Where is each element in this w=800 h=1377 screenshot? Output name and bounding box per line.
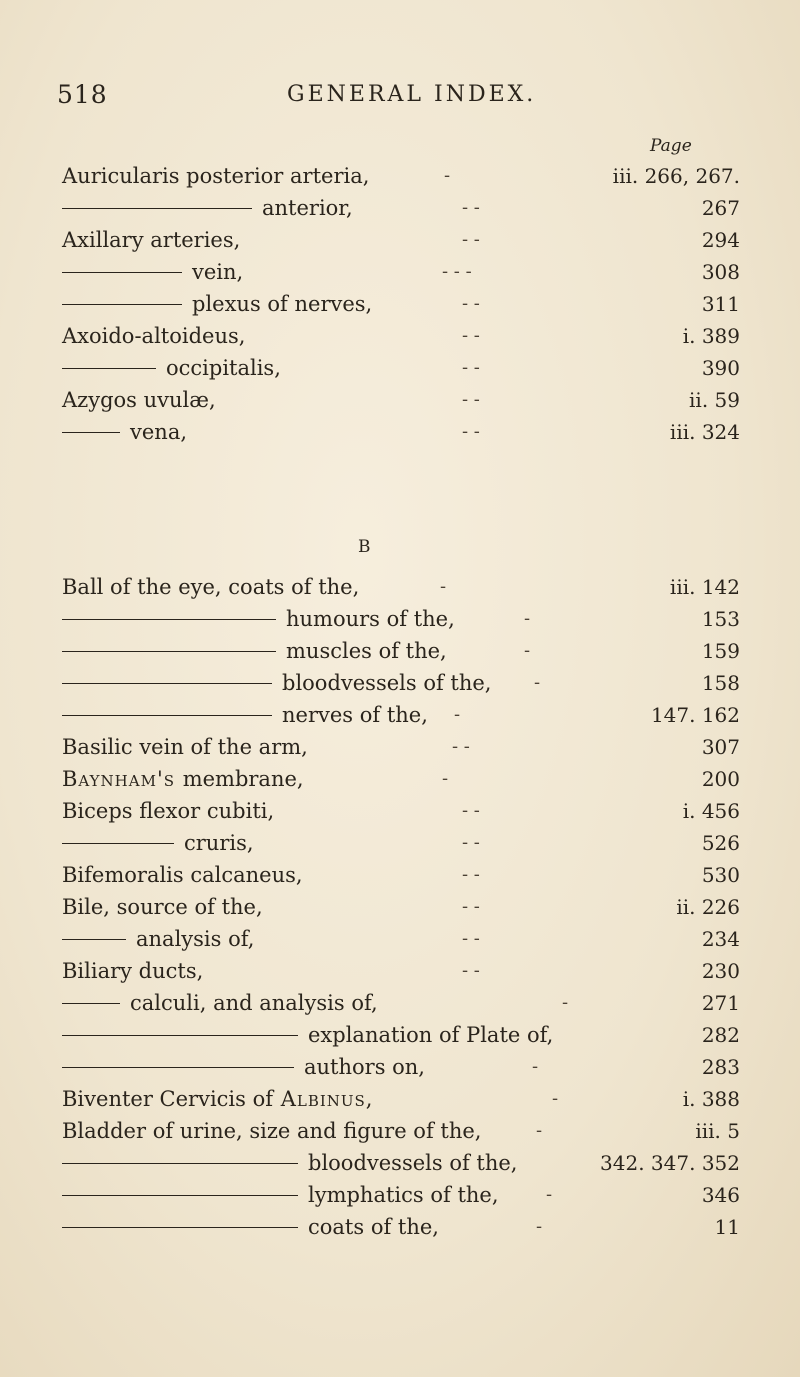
dot-leader: - -	[462, 229, 480, 250]
page-header	[57, 80, 740, 120]
entry-term: coats of the,	[308, 1215, 439, 1239]
entry-term: calculi, and analysis of,	[130, 991, 378, 1015]
entry-term: humours of the,	[286, 607, 455, 631]
entry-term: vena,	[130, 420, 188, 444]
page-reference: 153	[701, 607, 740, 631]
entry-term: Basilic vein of the arm,	[62, 735, 308, 759]
dot-leader: - -	[462, 357, 480, 378]
page-reference: 282	[701, 1023, 740, 1047]
dot-leader: -	[562, 992, 569, 1013]
page-reference: 294	[701, 228, 740, 252]
entry-term: Biceps flexor cubiti,	[62, 799, 275, 823]
index-a-entry	[62, 384, 740, 416]
dot-leader: - -	[462, 325, 480, 346]
index-b-entry	[62, 571, 740, 603]
index-b-entry	[62, 1115, 740, 1147]
dot-leader: - -	[462, 293, 480, 314]
entry-term: Bile, source of the,	[62, 895, 263, 919]
entry-term: Biventer Cervicis of	[62, 1087, 274, 1111]
ditto-rule	[62, 939, 126, 940]
index-b-entry	[62, 923, 740, 955]
index-b-entry	[62, 763, 740, 795]
page-reference: 311	[701, 292, 740, 316]
entry-term: membrane,	[182, 767, 304, 791]
page-reference: ii. 59	[689, 388, 740, 412]
page-reference: 158	[701, 671, 740, 695]
index-a-entry	[62, 160, 740, 192]
page-reference: iii. 266, 267.	[612, 164, 740, 188]
page-reference: iii. 5	[695, 1119, 740, 1143]
entry-small-caps: Baynham's	[62, 767, 183, 791]
ditto-rule	[62, 619, 276, 620]
entry-term: Auricularis posterior arteria,	[62, 164, 370, 188]
index-b-entry	[62, 603, 740, 635]
dot-leader: - -	[462, 960, 480, 981]
ditto-rule	[62, 1035, 298, 1036]
index-b-entry	[62, 1019, 740, 1051]
index-b-entry	[62, 1051, 740, 1083]
entry-term: occipitalis,	[166, 356, 281, 380]
page-reference: 271	[701, 991, 740, 1015]
section-letter-b: B	[358, 537, 371, 557]
entry-term: bloodvessels of the,	[282, 671, 492, 695]
entry-term: anterior,	[262, 196, 353, 220]
page-reference: 530	[701, 863, 740, 887]
entry-term: lymphatics of the,	[308, 1183, 499, 1207]
ditto-rule	[62, 1067, 294, 1068]
dot-leader: - -	[462, 800, 480, 821]
running-title: GENERAL INDEX.	[287, 82, 537, 107]
index-b-entry	[62, 859, 740, 891]
ditto-rule	[62, 1227, 298, 1228]
entry-term: vein,	[192, 260, 244, 284]
ditto-rule	[62, 1195, 298, 1196]
entry-term: Axoido-altoideus,	[62, 324, 246, 348]
entry-small-caps: Albinus,	[273, 1087, 374, 1111]
page-reference: 147. 162	[650, 703, 740, 727]
index-b-entry	[62, 667, 740, 699]
dot-leader: -	[442, 768, 449, 789]
entry-term: Biliary ducts,	[62, 959, 204, 983]
entry-term: nerves of the,	[282, 703, 428, 727]
entry-term: Azygos uvulæ,	[62, 388, 216, 412]
entry-term: Axillary arteries,	[62, 228, 241, 252]
dot-leader: -	[454, 704, 461, 725]
dot-leader: - -	[462, 421, 480, 442]
page-reference: 346	[701, 1183, 740, 1207]
index-b-entry	[62, 1179, 740, 1211]
entry-term: authors on,	[304, 1055, 425, 1079]
page-reference: 234	[701, 927, 740, 951]
page-reference: 267	[701, 196, 740, 220]
dot-leader: - -	[462, 864, 480, 885]
ditto-rule	[62, 683, 272, 684]
index-b-entry	[62, 731, 740, 763]
index-b-entry	[62, 955, 740, 987]
ditto-rule	[62, 272, 182, 273]
index-b-entry	[62, 1211, 740, 1243]
index-b-entry	[62, 699, 740, 731]
page-reference: ii. 226	[676, 895, 740, 919]
dot-leader: -	[524, 608, 531, 629]
index-a-entry	[62, 224, 740, 256]
index-a-entry	[62, 352, 740, 384]
entry-term: Ball of the eye, coats of the,	[62, 575, 360, 599]
dot-leader: -	[532, 1056, 539, 1077]
index-b-entry	[62, 1147, 740, 1179]
dot-leader: - -	[462, 197, 480, 218]
dot-leader: -	[534, 672, 541, 693]
entry-term: cruris,	[184, 831, 254, 855]
entry-term: Bifemoralis calcaneus,	[62, 863, 303, 887]
entry-term: plexus of nerves,	[192, 292, 373, 316]
ditto-rule	[62, 651, 276, 652]
page-reference: i. 389	[682, 324, 740, 348]
page-number: 518	[57, 80, 108, 109]
dot-leader: -	[524, 640, 531, 661]
page-reference: 526	[701, 831, 740, 855]
dot-leader: -	[536, 1120, 543, 1141]
entry-term: explanation of Plate of,	[308, 1023, 554, 1047]
index-b-entry	[62, 827, 740, 859]
page-reference: 159	[701, 639, 740, 663]
dot-leader: -	[440, 576, 447, 597]
dot-leader: -	[546, 1184, 553, 1205]
ditto-rule	[62, 368, 156, 369]
entry-term: Bladder of urine, size and figure of the,	[62, 1119, 482, 1143]
index-b-entry	[62, 987, 740, 1019]
page-reference: 11	[714, 1215, 740, 1239]
page-reference: iii. 324	[669, 420, 740, 444]
index-a-entry	[62, 320, 740, 352]
ditto-rule	[62, 843, 174, 844]
page-reference: i. 388	[682, 1087, 740, 1111]
ditto-rule	[62, 1003, 120, 1004]
ditto-rule	[62, 1163, 298, 1164]
dot-leader: - -	[452, 736, 470, 757]
entry-term: bloodvessels of the,	[308, 1151, 518, 1175]
index-b-entry	[62, 635, 740, 667]
ditto-rule	[62, 304, 182, 305]
ditto-rule	[62, 432, 120, 433]
page-reference: 283	[701, 1055, 740, 1079]
page-reference: iii. 142	[669, 575, 740, 599]
ditto-rule	[62, 715, 272, 716]
page-reference: 308	[701, 260, 740, 284]
page-reference: i. 456	[682, 799, 740, 823]
dot-leader: -	[444, 165, 451, 186]
page-reference: 230	[701, 959, 740, 983]
dot-leader: -	[536, 1216, 543, 1237]
index-a-entry	[62, 256, 740, 288]
index-b-entry	[62, 891, 740, 923]
page-reference: 342. 347. 352	[600, 1151, 740, 1175]
page-reference: 307	[701, 735, 740, 759]
index-a-entry	[62, 192, 740, 224]
index-b-entry	[62, 1083, 740, 1115]
dot-leader: - -	[462, 832, 480, 853]
page-reference: 390	[701, 356, 740, 380]
entry-term: muscles of the,	[286, 639, 447, 663]
index-b-entry	[62, 795, 740, 827]
ditto-rule	[62, 208, 252, 209]
dot-leader: - -	[462, 896, 480, 917]
index-a-entry	[62, 416, 740, 448]
page-reference: 200	[701, 767, 740, 791]
dot-leader: -	[552, 1088, 559, 1109]
dot-leader: - -	[462, 389, 480, 410]
page-column-heading: Page	[650, 136, 692, 156]
dot-leader: - -	[462, 928, 480, 949]
dot-leader: - - -	[442, 261, 472, 282]
index-a-entry	[62, 288, 740, 320]
entry-term: analysis of,	[136, 927, 255, 951]
